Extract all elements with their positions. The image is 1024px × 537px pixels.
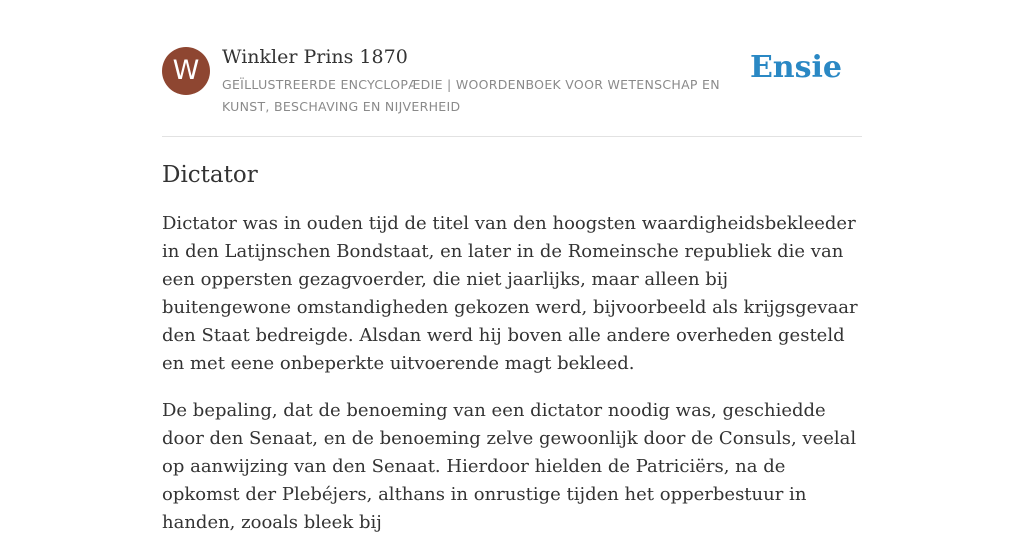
ensie-logo[interactable]: Ensie: [749, 50, 842, 85]
article-title: Dictator: [162, 162, 258, 188]
article-paragraph: De bepaling, dat de benoeming van een dictator noodig was, geschiedde door den Senaat, en de benoeming zelve gewoonlijk door de Consuls, veelal op aanwijzing van den Senaat. Hierdoor hielden de Patriciërs, na de opkomst der Plebéjers, althans in onrustige tijden het opperbestuur in handen, zooals bleek bij: [162, 400, 857, 533]
publication-title[interactable]: Winkler Prins 1870: [222, 46, 408, 68]
publication-subtitle: GEÏLLUSTREERDE ENCYCLOPÆDIE | WOORDENBOEK VOOR WETENSCHAP EN KUNST, BESCHAVING EN NIJVERHEID: [222, 77, 720, 114]
article: [162, 158, 862, 537]
publication-header: [162, 44, 862, 137]
publication-avatar[interactable]: W: [162, 47, 210, 95]
article-paragraph: Dictator was in ouden tijd de titel van den hoogsten waardigheidsbekleeder in den Latijnschen Bondstaat, en later in de Romeinsche republiek die van een oppersten gezagvoerder, die niet jaarlijks, maar alleen bij buitengewone omstandigheden gekozen werd, bijvoorbeeld als krijgsgevaar den Staat bedreigde. Alsdan werd hij boven alle andere overheden gesteld en met eene onbeperkte uitvoerende magt bekleed.: [162, 213, 858, 374]
